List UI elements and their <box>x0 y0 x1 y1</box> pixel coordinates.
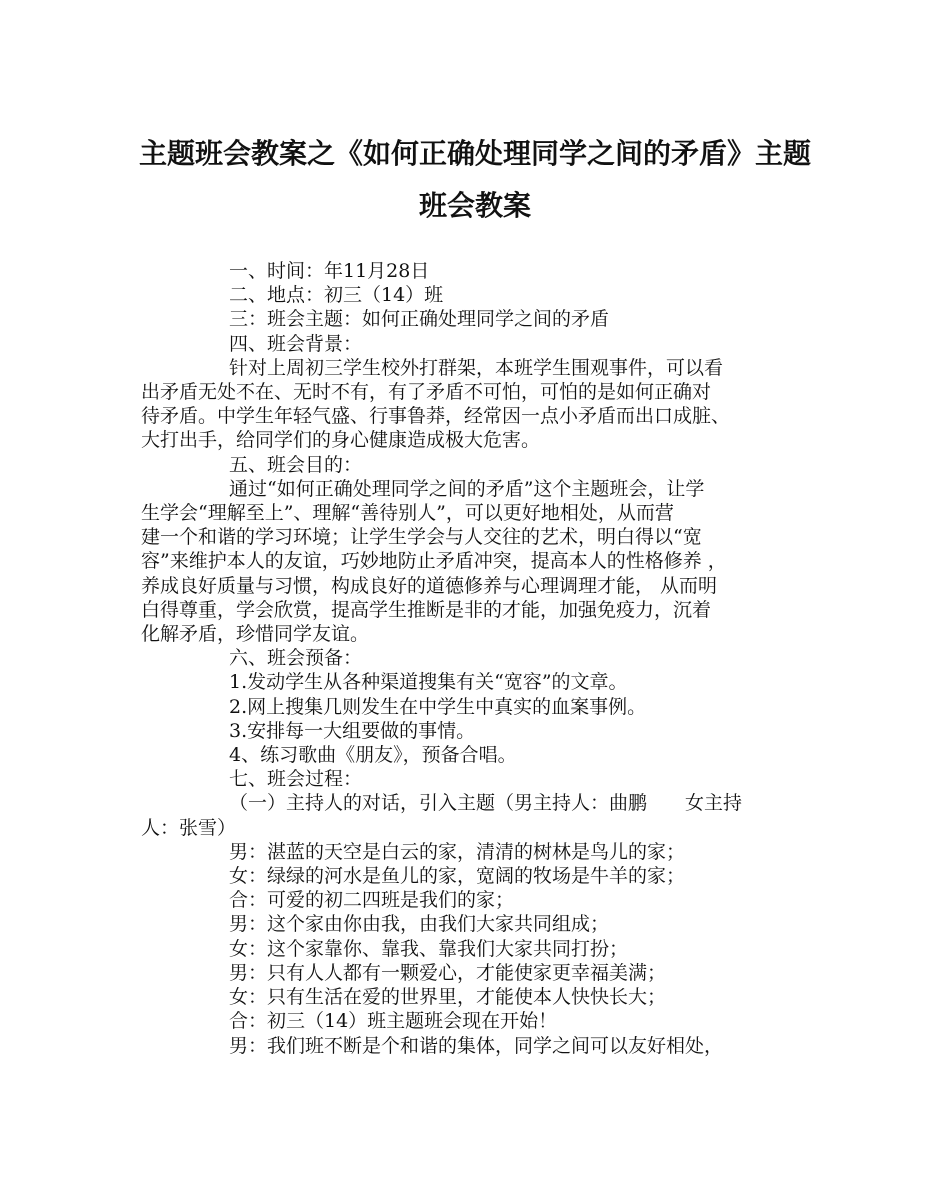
text-line: 通过“如何正确处理同学之间的矛盾”这个主题班会，让学 <box>229 477 705 500</box>
text-line: 人：张雪） <box>141 816 237 839</box>
text-line: 3.安排每一大组要做的事情。 <box>229 719 476 742</box>
text-line: 七、班会过程： <box>229 768 363 791</box>
text-line: 合：初三（14）班主题班会现在开始！ <box>229 1010 558 1033</box>
text-line: 大打出手，给同学们的身心健康造成极大危害。 <box>141 429 541 452</box>
text-line: 4、练习歌曲《朋友》，预备合唱。 <box>229 744 517 767</box>
text-line: 男：我们班不断是个和谐的集体，同学之间可以友好相处， <box>229 1034 724 1057</box>
text-line: 五、班会目的： <box>229 453 363 476</box>
text-line: 出矛盾无处不在、无时不有，有了矛盾不可怕，可怕的是如何正确对 <box>141 381 712 404</box>
text-line: 待矛盾。中学生年轻气盛、行事鲁莽，经常因一点小矛盾而出口成脏、 <box>141 405 731 428</box>
text-line: 合：可爱的初二四班是我们的家； <box>229 889 515 912</box>
text-line: 针对上周初三学生校外打群架，本班学生围观事件，可以看 <box>229 356 724 379</box>
text-line: 六、班会预备： <box>229 647 363 670</box>
text-line: 一、时间：年11月28日 <box>229 260 430 282</box>
text-line: 女：只有生活在爱的世界里，才能使本人快快长大； <box>229 986 667 1009</box>
text-line: 女：这个家靠你、靠我、靠我们大家共同打扮； <box>229 937 629 960</box>
text-line: 1.发动学生从各种渠道搜集有关“宽容”的文章。 <box>229 671 628 694</box>
document-body <box>141 259 817 1058</box>
text-line: （一）主持人的对话，引入主题（男主持人：曲鹏 女主持 <box>229 792 743 815</box>
text-line: 男：这个家由你由我，由我们大家共同组成； <box>229 913 610 936</box>
text-line: 建一个和谐的学习环境；让学生学会与人交往的艺术，明白得以“宽 <box>141 526 702 549</box>
text-line: 养成良好质量与习惯，构成良好的道德修养与心理调理才能， 从而明 <box>141 574 718 597</box>
text-line: 容”来维护本人的友谊，巧妙地防止矛盾冲突，提高本人的性格修养 ， <box>141 550 727 573</box>
text-line: 2.网上搜集几则发生在中学生中真实的血案事例。 <box>229 695 647 718</box>
text-line: 二、地点：初三（14）班 <box>229 284 444 307</box>
text-line: 男：只有人人都有一颗爱心，才能使家更幸福美满； <box>229 961 667 984</box>
text-line: 男：湛蓝的天空是白云的家，清清的树林是鸟儿的家； <box>229 840 686 863</box>
text-line: 白得尊重，学会欣赏，提高学生推断是非的才能，加强免疫力，沉着 <box>141 598 712 621</box>
text-line: 生学会“理解至上”、理解“善待别人”，可以更好地相处，从而营 <box>141 502 674 525</box>
title-line-1: 主题班会教案之《如何正确处理同学之间的矛盾》主题 <box>138 137 811 170</box>
text-line: 四、班会背景： <box>229 332 363 355</box>
document-title <box>120 128 830 232</box>
text-line: 女：绿绿的河水是鱼儿的家，宽阔的牧场是牛羊的家； <box>229 865 686 888</box>
text-line: 三：班会主题：如何正确处理同学之间的矛盾 <box>229 308 610 331</box>
text-line: 化解矛盾，珍惜同学友谊。 <box>141 623 370 646</box>
title-line-2: 班会教案 <box>418 189 531 222</box>
